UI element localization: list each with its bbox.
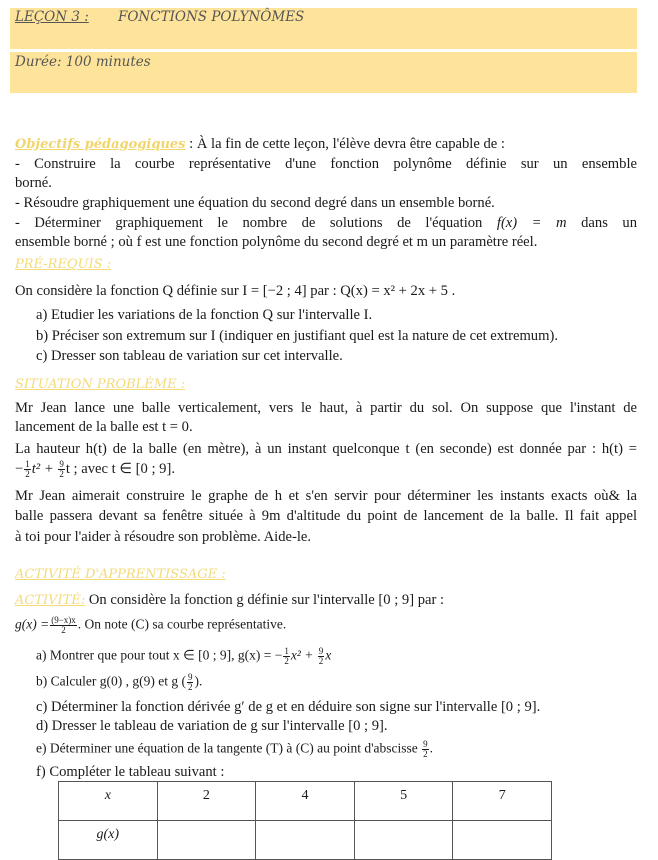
prereq-heading: PRÉ-REQUIS :: [15, 257, 112, 272]
prereq-item-a: a) Etudier les variations de la fonction Q sur l'intervalle I.: [36, 307, 373, 323]
activity-item-c: c) Déterminer la fonction dérivée g′ de g et en déduire son signe sur l'intervalle [0 ; 9].: [36, 699, 541, 715]
objective-1: - Construire la courbe représentative d'une fonction polynôme définie sur un ensemble: [15, 156, 637, 172]
objectives-title: Objectifs pédagogiques: [15, 137, 186, 152]
lesson-title-band: [10, 8, 637, 49]
fraction: $\frac{9}{2}$: [59, 459, 64, 480]
fraction: $\frac{(9-x)x}{2}$: [51, 615, 76, 635]
activity-item-f: f) Compléter le tableau suivant :: [36, 764, 225, 780]
table-cell: 2: [157, 782, 256, 821]
table-cell: x: [59, 782, 158, 821]
table-cell: 5: [354, 782, 453, 821]
activity-intro-text: On considère la fonction g définie sur l'intervalle [0 ; 9] par :: [85, 592, 445, 608]
prereq-item-b: b) Préciser son extremum sur I (indiquer en justifiant quel est la nature de cet extremum).: [36, 328, 558, 344]
activity-intro: [15, 592, 444, 609]
activity-item-e: e) Déterminer une équation de la tangente (T) à (C) au point d'abscisse $\frac{9}{2}$ .: [36, 739, 434, 759]
situation-p2: La hauteur h(t) de la balle (en mètre), à un instant quelconque t (en seconde) est donnée par : h(t) =: [15, 441, 637, 457]
domain-text: t ; avec t ∈ [0 ; 9].: [65, 461, 175, 477]
minus-sign: −: [15, 461, 24, 477]
equation: f(x) = m: [496, 215, 567, 231]
activity-heading: ACTIVITÉ D'APPRENTISSAGE :: [15, 567, 226, 582]
table-cell: g(x): [59, 821, 158, 860]
duration: Durée: 100 minutes: [15, 54, 151, 70]
situation-p3-end: à toi pour l'aider à résoudre son problème. Aide-le.: [15, 529, 312, 545]
table-cell: 4: [256, 782, 355, 821]
t-squared: t² +: [31, 461, 54, 477]
objective-3-text: - Déterminer graphiquement le nombre de solutions de l'équation: [15, 215, 483, 231]
fraction: $\frac{1}{2}$: [25, 459, 30, 480]
objective-1-cont: borné.: [15, 175, 52, 191]
objective-3: [15, 215, 637, 232]
activity-item-d: d) Dresser le tableau de variation de g sur l'intervalle [0 ; 9].: [36, 718, 388, 734]
prereq-intro: On considère la fonction Q définie sur I = [−2 ; 4] par : Q(x) = x² + 2x + 5 .: [15, 283, 456, 299]
activity-subheading: ACTIVITÉ:: [15, 593, 86, 608]
prereq-item-c: c) Dresser son tableau de variation sur cet intervalle.: [36, 348, 343, 364]
objective-3-end: dans un: [581, 215, 637, 231]
situation-formula: [15, 460, 175, 479]
situation-p1-cont: lancement de la balle est t = 0.: [15, 419, 193, 435]
activity-item-a: a) Montrer que pour tout x ∈ [0 ; 9], g(x) = − $\frac{1}{2}$ x² + $\frac{9}{2}$ x: [36, 646, 332, 666]
situation-p3: Mr Jean aimerait construire le graphe de h et s'en servir pour déterminer les instants exacts où& la: [15, 488, 637, 504]
objective-2: - Résoudre graphiquement une équation du second degré dans un ensemble borné.: [15, 195, 495, 211]
table-cell: 7: [453, 782, 552, 821]
g-lhs: g(x) =: [15, 616, 50, 632]
situation-heading: SITUATION PROBLÈME :: [15, 377, 186, 392]
table-row: [59, 782, 552, 821]
g-definition-rest: . On note (C) sa courbe représentative.: [77, 616, 287, 632]
objective-4: ensemble borné ; où f est une fonction polynôme du second degré et m un paramètre réel.: [15, 234, 538, 250]
lesson-title: FONCTIONS POLYNÔMES: [118, 9, 305, 25]
lesson-label: LEÇON 3 :: [15, 9, 89, 25]
values-table: [58, 781, 552, 860]
objectives-intro: [15, 136, 505, 153]
situation-p3-cont: balle passera devant sa fenêtre située à 9m d'altitude du point de lancement de la balle. Il fait appel: [15, 508, 637, 524]
activity-item-b: b) Calculer g(0) , g(9) et g ( $\frac{9}{2}$ ).: [36, 672, 203, 692]
g-definition: [15, 616, 286, 635]
objectives-intro-text: : À la fin de cette leçon, l'élève devra être capable de :: [185, 136, 505, 152]
situation-p1: Mr Jean lance une balle verticalement, vers le haut, à partir du sol. On suppose que l'instant de: [15, 400, 637, 416]
